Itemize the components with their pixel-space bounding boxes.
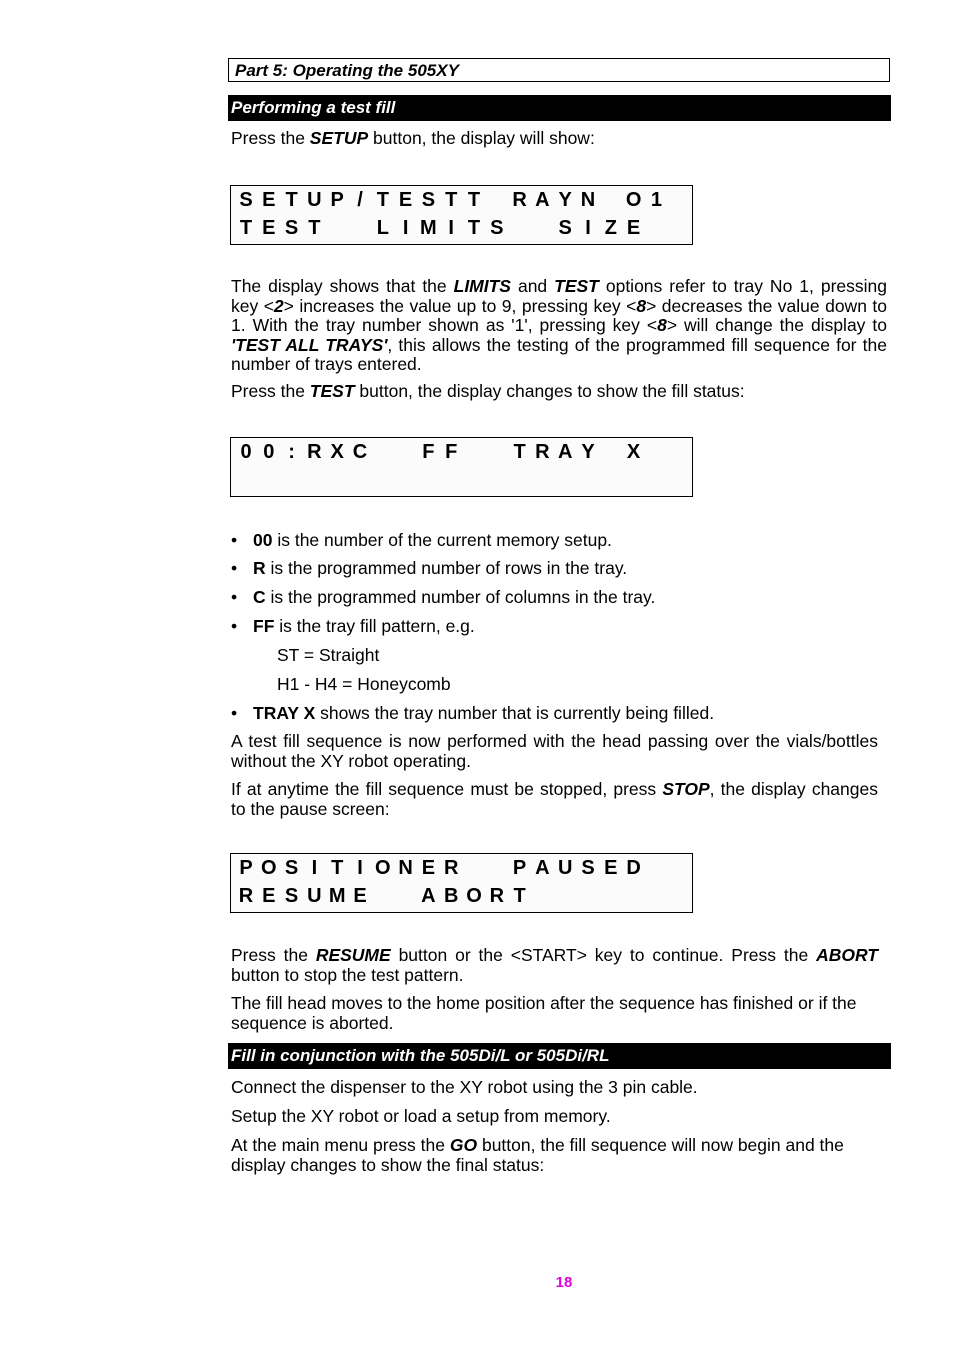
lcd-char: T xyxy=(376,189,389,211)
lcd-char: : xyxy=(288,441,295,463)
lcd-char: S xyxy=(239,189,253,211)
lcd-char: Y xyxy=(581,441,595,463)
lcd-char: U xyxy=(307,189,322,211)
lcd-char: L xyxy=(376,217,389,239)
lcd-char: S xyxy=(558,217,572,239)
connect-paragraph: Connect the dispenser to the XY robot using the 3 pin cable. xyxy=(231,1077,698,1097)
lcd-char: E xyxy=(353,885,367,907)
lcd-char: N xyxy=(398,857,413,879)
section-title-fill-conjunction: Fill in conjunction with the 505Di/L or 505Di/RL xyxy=(228,1043,891,1069)
part-title-box xyxy=(228,58,890,82)
lcd-char: O xyxy=(261,857,277,879)
lcd-char: T xyxy=(467,217,481,239)
lcd-char: S xyxy=(581,857,595,879)
section-title-test-fill: Performing a test fill xyxy=(228,95,891,121)
lcd-char: O xyxy=(625,189,642,211)
lcd-char: Z xyxy=(604,217,617,239)
lcd-char: I xyxy=(448,217,454,239)
lcd-char: Y xyxy=(558,189,572,211)
lcd-char: T xyxy=(331,857,344,879)
lcd-char: R xyxy=(535,441,550,463)
lcd-char: E xyxy=(604,857,618,879)
lcd-char: R xyxy=(512,189,527,211)
lcd-char: / xyxy=(357,189,363,211)
lcd-char: T xyxy=(467,189,481,211)
lcd-char: O xyxy=(375,857,391,879)
lcd-char: E xyxy=(626,217,641,239)
lcd-char: T xyxy=(445,189,458,211)
lcd-char: T xyxy=(308,217,321,239)
stop-paragraph: If at anytime the fill sequence must be stopped, press STOP, the display changes to the pause screen: xyxy=(231,779,878,819)
bullet-item: • C is the programmed number of columns in the tray. xyxy=(231,587,656,607)
lcd-char: S xyxy=(284,217,299,239)
lcd-char: E xyxy=(421,857,436,879)
lcd-char: N xyxy=(580,189,596,211)
lcd-char: T xyxy=(285,189,298,211)
lcd-char: I xyxy=(311,857,318,879)
lcd-char: A xyxy=(535,857,550,879)
lcd-char: D xyxy=(626,857,641,879)
bullet-item: • R is the programmed number of rows in the tray. xyxy=(231,558,628,578)
lcd-char: S xyxy=(490,217,504,239)
lcd-char: S xyxy=(284,885,299,907)
lcd-char: A xyxy=(557,441,573,463)
pattern-straight: ST = Straight xyxy=(277,645,380,665)
lcd-char: P xyxy=(330,189,344,211)
lcd-char: R xyxy=(489,885,505,907)
press-setup-paragraph: Press the SETUP button, the display will show: xyxy=(231,128,595,148)
lcd-char: A xyxy=(535,189,550,211)
bullet-item: • 00 is the number of the current memory setup. xyxy=(231,530,612,550)
lcd-char: 1 xyxy=(650,189,662,211)
lcd-char: S xyxy=(284,857,299,879)
go-paragraph: At the main menu press the GO button, the fill sequence will now begin and the display changes to show the final status: xyxy=(231,1135,844,1175)
lcd-char: T xyxy=(239,217,253,239)
resume-paragraph: Press the RESUME button or the <START> key to continue. Press the ABORT button to stop the test pattern. xyxy=(231,945,878,985)
lcd-char: I xyxy=(402,217,409,239)
lcd-char: E xyxy=(262,189,276,211)
lcd-char: E xyxy=(262,885,276,907)
lcd-display-setup-test xyxy=(230,185,693,245)
bullet-item: • TRAY X shows the tray number that is currently being filled. xyxy=(231,703,715,723)
test-sequence-paragraph: A test fill sequence is now performed with the head passing over the vials/bottles without the XY robot operating. xyxy=(231,731,878,771)
lcd-char: C xyxy=(352,441,368,463)
lcd-char: U xyxy=(307,885,322,907)
lcd-char: M xyxy=(328,885,346,907)
lcd-char: O xyxy=(466,885,482,907)
lcd-display-paused xyxy=(230,853,693,913)
setup-robot-paragraph: Setup the XY robot or load a setup from memory. xyxy=(231,1106,611,1126)
lcd-char: P xyxy=(512,857,527,879)
lcd-display-fill-status xyxy=(230,437,693,497)
lcd-char: S xyxy=(421,189,436,211)
part-title: Part 5: Operating the 505XY xyxy=(235,61,459,80)
lcd-char: E xyxy=(398,189,413,211)
lcd-char: T xyxy=(513,441,526,463)
lcd-char: F xyxy=(422,441,435,463)
lcd-char: A xyxy=(421,885,436,907)
lcd-char: 0 xyxy=(240,441,252,463)
lcd-char: P xyxy=(239,857,253,879)
bullet-item: • FF is the tray fill pattern, e.g. xyxy=(231,616,475,636)
lcd-char: X xyxy=(330,441,344,463)
lcd-char: T xyxy=(513,885,526,907)
limits-paragraph: The display shows that the LIMITS and TEST options refer to tray No 1, pressing key <2> increases the value up to 9, pressing key <8> decreases the value down to 1. With the tray number shown as '1', pressing key <8> will change the display to 'TEST ALL TRAYS', this allows the testing of the programmed fill sequence for the number of trays entered. xyxy=(231,276,887,374)
home-paragraph: The fill head moves to the home position after the sequence has finished or if the sequence is aborted. xyxy=(231,993,857,1033)
page-number: 18 xyxy=(555,1274,573,1291)
lcd-char: M xyxy=(420,217,437,239)
lcd-char: R xyxy=(307,441,322,463)
lcd-char: X xyxy=(626,441,641,463)
lcd-char: U xyxy=(557,857,573,879)
lcd-char: E xyxy=(262,217,276,239)
press-test-paragraph: Press the TEST button, the display changes to show the fill status: xyxy=(231,381,745,401)
lcd-char: I xyxy=(585,217,591,239)
lcd-char: R xyxy=(443,857,459,879)
lcd-char: 0 xyxy=(263,441,275,463)
lcd-char: F xyxy=(445,441,458,463)
lcd-char: B xyxy=(443,885,459,907)
lcd-char: R xyxy=(238,885,254,907)
lcd-char: I xyxy=(357,857,363,879)
pattern-honeycomb: H1 - H4 = Honeycomb xyxy=(277,674,451,694)
